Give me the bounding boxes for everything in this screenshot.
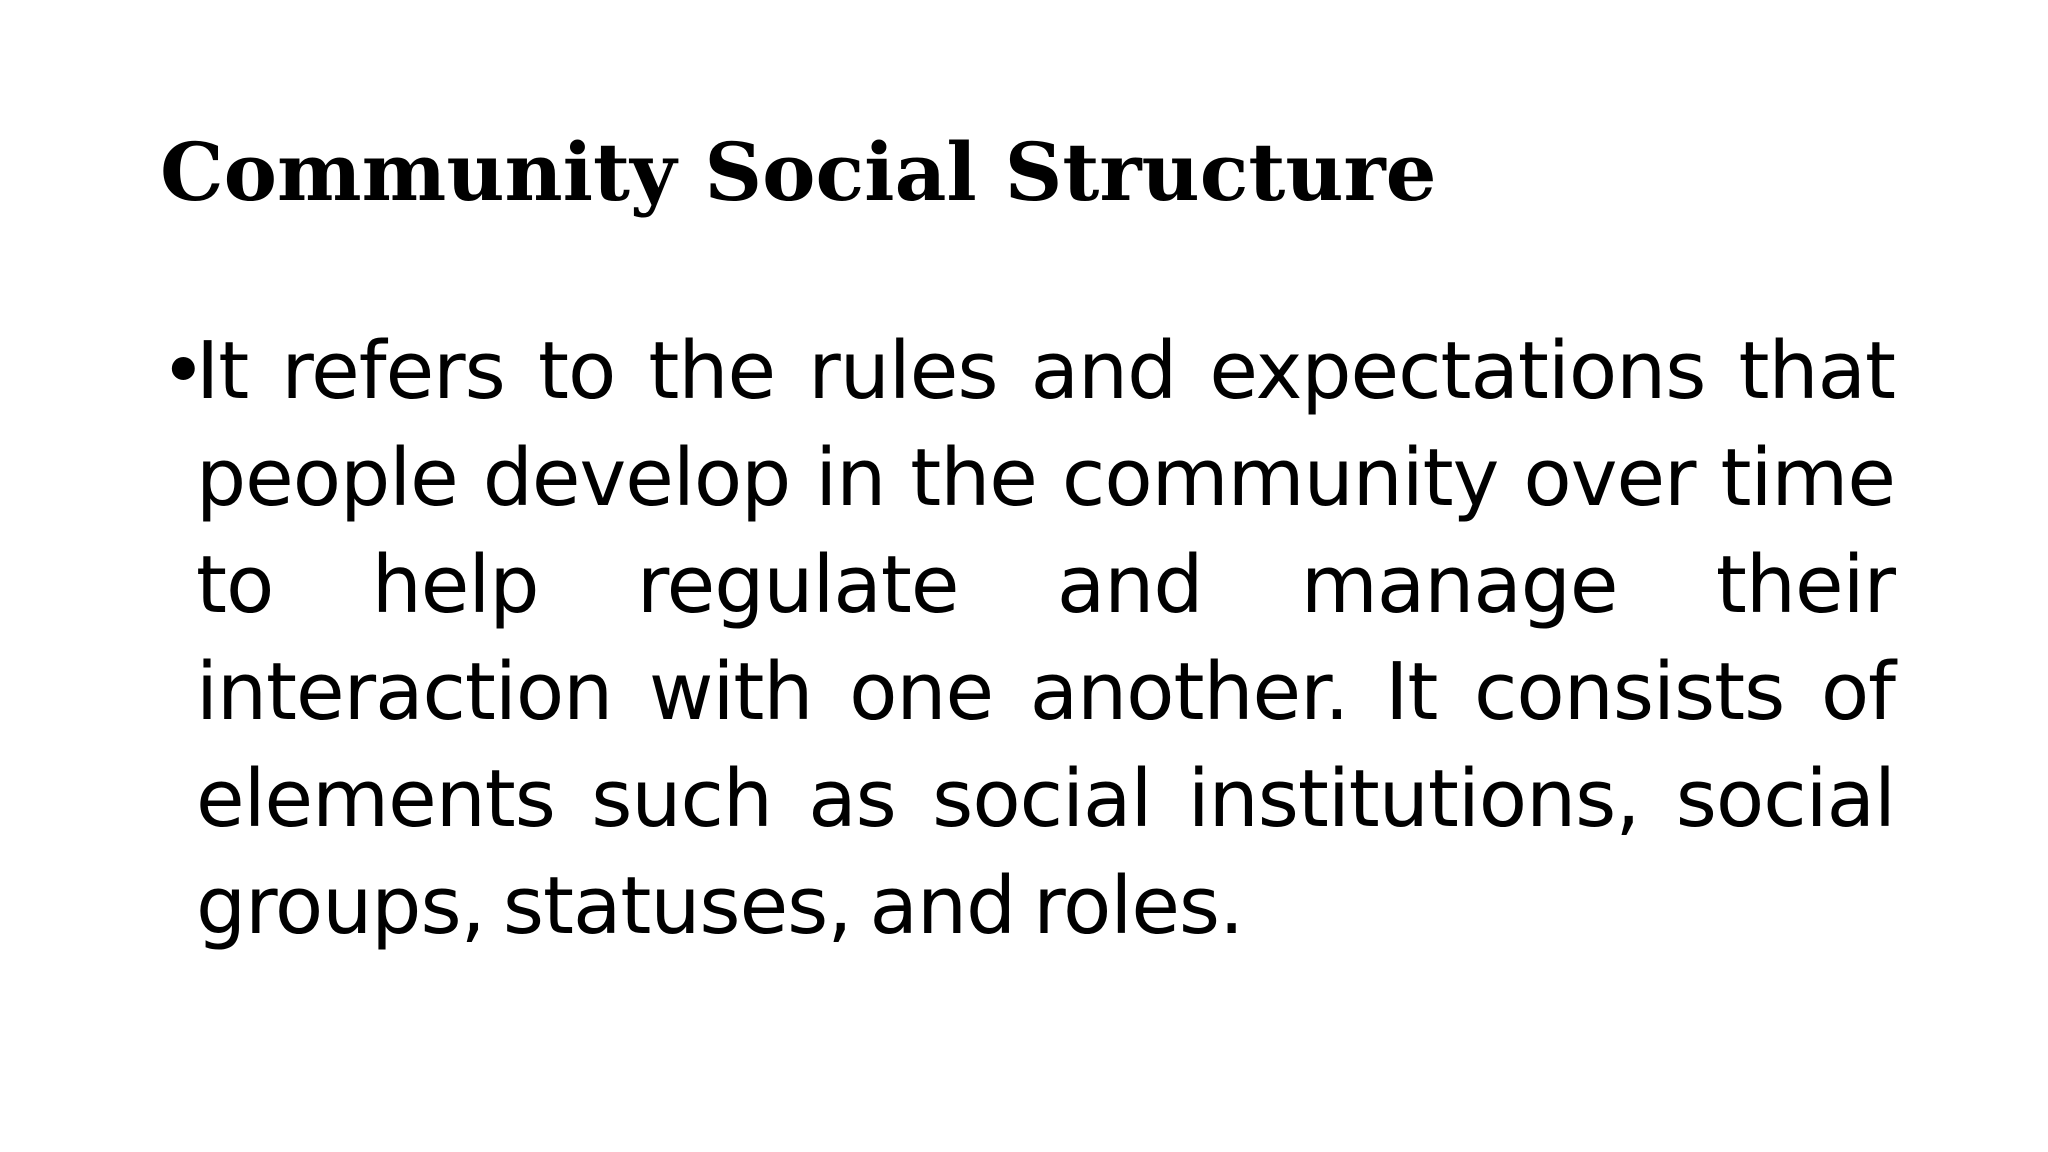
- bullet-item: [160, 318, 1895, 960]
- bullet-text: It refers to the rules and expectations that people develop in the community over time to help regulate and manage their interaction with one another. It consists of elements such as social institutions, social groups, statuses, and roles.: [196, 325, 1895, 952]
- slide-body: [160, 318, 1895, 960]
- slide-title: Community Social Structure: [160, 125, 1437, 219]
- bullet-marker: •: [160, 325, 206, 417]
